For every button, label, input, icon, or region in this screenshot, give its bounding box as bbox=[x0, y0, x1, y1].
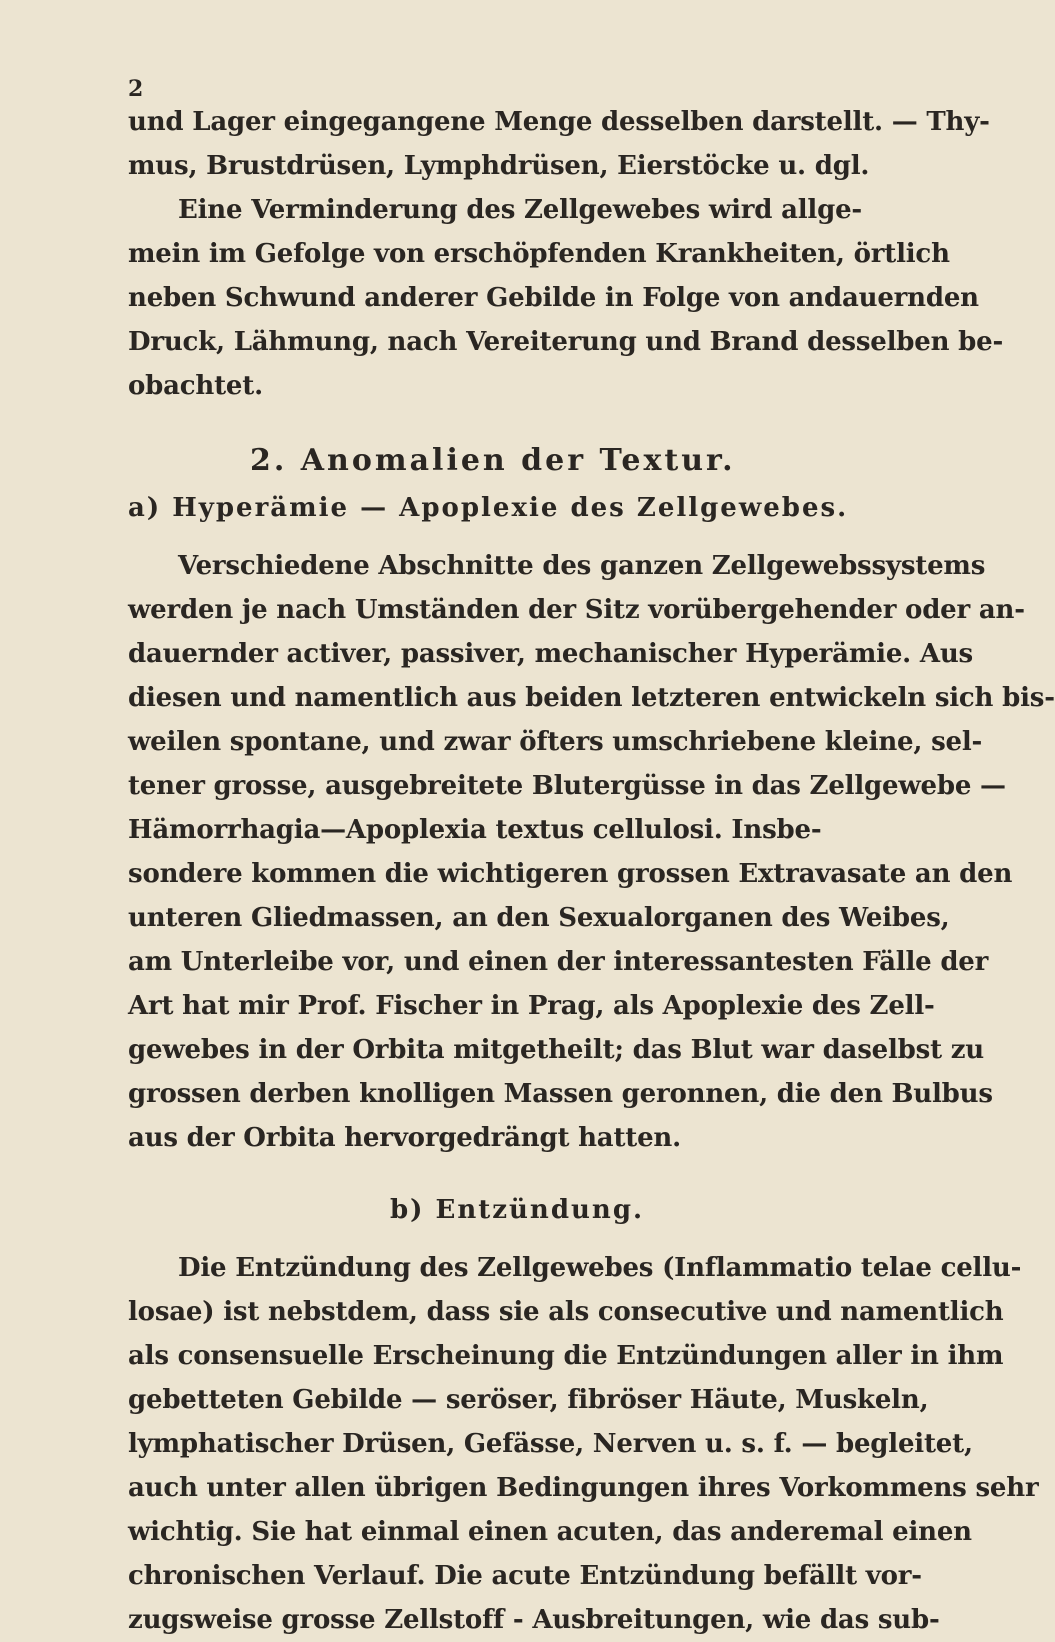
text-line: aus der Orbita hervorgedrängt hatten. bbox=[128, 1123, 681, 1153]
text-line: neben Schwund anderer Gebilde in Folge von andauernden bbox=[128, 283, 979, 313]
text-line: Art hat mir Prof. Fischer in Prag, als Apoplexie des Zell- bbox=[128, 991, 935, 1021]
paragraph-3 bbox=[128, 544, 1055, 1160]
text-line: gewebes in der Orbita mitgetheilt; das Blut war daselbst zu bbox=[128, 1035, 985, 1065]
text-line: unteren Gliedmassen, an den Sexualorganen des Weibes, bbox=[128, 903, 950, 933]
text-line: auch unter allen übrigen Bedingungen ihres Vorkommens sehr bbox=[128, 1473, 1039, 1503]
text-line: Eine Verminderung des Zellgewebes wird allge- bbox=[178, 195, 863, 225]
text-line: am Unterleibe vor, und einen der interessantesten Fälle der bbox=[128, 947, 989, 977]
text-line: und Lager eingegangene Menge desselben darstellt. — Thy- bbox=[128, 107, 990, 137]
text-line: Hämorrhagia—Apoplexia textus cellulosi. Insbe- bbox=[128, 815, 822, 845]
text-line: grossen derben knolligen Massen geronnen, die den Bulbus bbox=[128, 1079, 993, 1109]
text-line: lymphatischer Drüsen, Gefässe, Nerven u. s. f. — begleitet, bbox=[128, 1429, 973, 1459]
paragraph-2 bbox=[128, 188, 1004, 408]
text-line: chronischen Verlauf. Die acute Entzündung befällt vor- bbox=[128, 1561, 922, 1591]
subsection-heading-b: b) Entzündung. bbox=[390, 1195, 645, 1225]
text-line: Druck, Lähmung, nach Vereiterung und Brand desselben be- bbox=[128, 327, 1004, 357]
text-line: als consensuelle Erscheinung die Entzündungen aller in ihm bbox=[128, 1341, 1004, 1371]
text-line: dauernder activer, passiver, mechanischer Hyperämie. Aus bbox=[128, 639, 973, 669]
text-line: weilen spontane, und zwar öfters umschriebene kleine, sel- bbox=[128, 727, 983, 757]
section-heading: 2. Anomalien der Textur. bbox=[250, 443, 736, 478]
text-line: diesen und namentlich aus beiden letzteren entwickeln sich bis- bbox=[128, 683, 1055, 713]
text-line: Verschiedene Abschnitte des ganzen Zellgewebssystems bbox=[178, 551, 986, 581]
paragraph-4 bbox=[128, 1246, 1039, 1642]
paragraph-1 bbox=[128, 100, 990, 188]
text-line: mus, Brustdrüsen, Lymphdrüsen, Eierstöcke u. dgl. bbox=[128, 151, 870, 181]
text-line: mein im Gefolge von erschöpfenden Krankheiten, örtlich bbox=[128, 239, 950, 269]
text-line: obachtet. bbox=[128, 371, 263, 401]
text-line: tener grosse, ausgebreitete Blutergüsse in das Zellgewebe — bbox=[128, 771, 1006, 801]
text-line: Die Entzündung des Zellgewebes (Inflammatio telae cellu- bbox=[178, 1253, 1022, 1283]
text-line: sondere kommen die wichtigeren grossen Extravasate an den bbox=[128, 859, 1013, 889]
text-line: wichtig. Sie hat einmal einen acuten, das anderemal einen bbox=[128, 1517, 972, 1547]
subsection-heading-a: a) Hyperämie — Apoplexie des Zellgewebes. bbox=[128, 493, 849, 523]
text-line: losae) ist nebstdem, dass sie als consecutive und namentlich bbox=[128, 1297, 1004, 1327]
page-number: 2 bbox=[128, 76, 144, 102]
text-line: werden je nach Umständen der Sitz vorübergehender oder an- bbox=[128, 595, 1025, 625]
text-line: zugsweise grosse Zellstoff - Ausbreitungen, wie das sub- bbox=[128, 1605, 940, 1635]
text-line: gebetteten Gebilde — seröser, fibröser Häute, Muskeln, bbox=[128, 1385, 929, 1415]
